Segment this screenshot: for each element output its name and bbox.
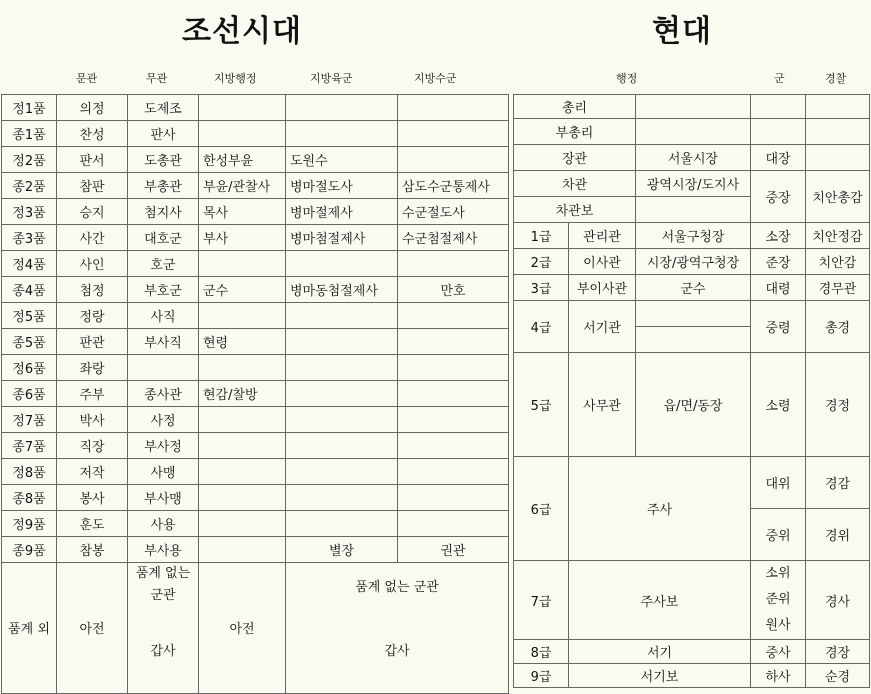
civil-cell: 판서: [57, 147, 128, 173]
civil-cell: 사간: [57, 225, 128, 251]
local-admin-cell: 현감/찰방: [199, 381, 286, 407]
local-navy-cell: [398, 95, 509, 121]
local-army-cell: [286, 121, 398, 147]
local-admin-cell: [199, 485, 286, 511]
military-cell: [128, 355, 199, 381]
mil-cell: 소령: [751, 353, 806, 457]
joseon-row: [2, 537, 509, 563]
civil-cell: 참판: [57, 173, 128, 199]
local-admin-cell: [199, 303, 286, 329]
pol-cell: 치안감: [806, 249, 870, 275]
modern-admin-vice: 차관: [514, 171, 636, 197]
rank-cell: 정1품: [2, 95, 57, 121]
title-cell: 서기보: [569, 664, 751, 688]
local-army-cell: 병마절도사: [286, 173, 398, 199]
local-army-cell: 도원수: [286, 147, 398, 173]
civil-cell: 주부: [57, 381, 128, 407]
joseon-row: [2, 199, 509, 225]
rank-cell: 정2품: [2, 147, 57, 173]
joseon-row: [2, 485, 509, 511]
civil-cell: 찬성: [57, 121, 128, 147]
modern-seoul-mayor: 서울시장: [636, 145, 751, 171]
local-admin-cell: [199, 251, 286, 277]
modern-mil-lt-general: 중장: [751, 171, 806, 223]
modern-row-g8: [514, 640, 870, 664]
joseon-row: [2, 277, 509, 303]
joseon-extra-body: [2, 563, 509, 694]
civil-cell: 훈도: [57, 511, 128, 537]
joseon-row: [2, 225, 509, 251]
military-cell-extra-top: 품계 없는 군관: [128, 563, 199, 608]
local-admin-cell: [199, 537, 286, 563]
military-cell: 부호군: [128, 277, 199, 303]
local-admin-cell-extra: 아전: [199, 563, 286, 694]
rank-cell: 종7품: [2, 433, 57, 459]
military-cell: 사맹: [128, 459, 199, 485]
modern-row-g6a: [514, 457, 870, 509]
local-navy-cell: 수군절도사: [398, 199, 509, 225]
mil-cell: 준장: [751, 249, 806, 275]
header-local-admin: 지방행정: [214, 72, 257, 85]
rank-cell: 종5품: [2, 329, 57, 355]
rank-cell-extra: 품계 외: [2, 563, 57, 694]
local-army-cell: [286, 511, 398, 537]
mil-warrant: 준위: [765, 592, 791, 607]
mil-cell-stack: [751, 561, 806, 640]
civil-cell: 참봉: [57, 537, 128, 563]
local-admin-cell: [199, 433, 286, 459]
joseon-row: [2, 147, 509, 173]
joseon-table: [1, 94, 509, 694]
military-cell: 도총관: [128, 147, 199, 173]
mil-cell: 대령: [751, 275, 806, 301]
local-army-cell: [286, 355, 398, 381]
local-admin-cell: [199, 121, 286, 147]
local-cell: 서울구청장: [636, 223, 751, 249]
military-cell: 종사관: [128, 381, 199, 407]
military-cell-extra-bottom: 갑사: [128, 607, 199, 693]
local-admin-cell: [199, 511, 286, 537]
local-cell-extra-top: 품계 없는 군관: [286, 563, 509, 608]
military-cell: 부사용: [128, 537, 199, 563]
local-navy-cell: [398, 485, 509, 511]
grade-cell: 9급: [514, 664, 569, 688]
local-admin-cell: [199, 407, 286, 433]
local-admin-cell: [199, 95, 286, 121]
civil-cell: 첨정: [57, 277, 128, 303]
joseon-table-body: [2, 95, 509, 563]
joseon-row: [2, 355, 509, 381]
mil-cell: 중사: [751, 640, 806, 664]
header-civil: 문관: [76, 72, 98, 85]
local-admin-cell: [199, 355, 286, 381]
military-cell: 사정: [128, 407, 199, 433]
pol-cell: 경사: [806, 561, 870, 640]
rank-cell: 종6품: [2, 381, 57, 407]
rank-cell: 종3품: [2, 225, 57, 251]
rank-cell: 종4품: [2, 277, 57, 303]
local-cell: 읍/면/동장: [636, 353, 751, 457]
pol-cell: 경장: [806, 640, 870, 664]
joseon-title: 조선시대: [182, 14, 302, 49]
modern-row-g4a: [514, 301, 870, 327]
pol-cell-lt: 경위: [806, 509, 870, 561]
modern-row-g3: [514, 275, 870, 301]
civil-cell-extra: 아전: [57, 563, 128, 694]
rank-cell: 정9품: [2, 511, 57, 537]
local-cell: 시장/광역구청장: [636, 249, 751, 275]
rank-cell: 정6품: [2, 355, 57, 381]
military-cell: 도제조: [128, 95, 199, 121]
joseon-row: [2, 251, 509, 277]
military-cell: 부총관: [128, 173, 199, 199]
modern-pol-commissioner: 치안총감: [806, 171, 870, 223]
joseon-row: [2, 95, 509, 121]
local-army-cell: 병마동첨절제사: [286, 277, 398, 303]
local-cell: 군수: [636, 275, 751, 301]
local-army-cell: [286, 251, 398, 277]
joseon-row: [2, 381, 509, 407]
local-navy-cell: [398, 459, 509, 485]
local-navy-cell: [398, 251, 509, 277]
mil-cell-lt: 중위: [751, 509, 806, 561]
civil-cell: 정랑: [57, 303, 128, 329]
military-cell: 첨지사: [128, 199, 199, 225]
grade-cell: 5급: [514, 353, 569, 457]
joseon-row: [2, 303, 509, 329]
local-navy-cell: [398, 433, 509, 459]
local-navy-cell: 만호: [398, 277, 509, 303]
military-cell: 판사: [128, 121, 199, 147]
grade-cell: 6급: [514, 457, 569, 561]
grade-cell: 2급: [514, 249, 569, 275]
joseon-row: [2, 459, 509, 485]
civil-cell: 의정: [57, 95, 128, 121]
civil-cell: 저작: [57, 459, 128, 485]
civil-cell: 좌랑: [57, 355, 128, 381]
header-admin: 행정: [616, 72, 638, 85]
local-army-cell: 병마첨절제사: [286, 225, 398, 251]
mil-cell: 하사: [751, 664, 806, 688]
local-admin-cell: 목사: [199, 199, 286, 225]
military-cell: 부사정: [128, 433, 199, 459]
grade-cell: 1급: [514, 223, 569, 249]
joseon-extra-row-top: [2, 563, 509, 608]
title-cell: 관리관: [569, 223, 636, 249]
local-navy-cell: [398, 511, 509, 537]
modern-row-g2: [514, 249, 870, 275]
local-navy-cell: 수군첨절제사: [398, 225, 509, 251]
title-cell: 사무관: [569, 353, 636, 457]
grade-cell: 4급: [514, 301, 569, 353]
civil-cell: 판관: [57, 329, 128, 355]
local-navy-cell: [398, 303, 509, 329]
military-cell: 부사직: [128, 329, 199, 355]
rank-cell: 정4품: [2, 251, 57, 277]
rank-cell: 종2품: [2, 173, 57, 199]
modern-admin-minister: 장관: [514, 145, 636, 171]
modern-admin-dpm: 부총리: [514, 119, 636, 145]
rank-cell: 정3품: [2, 199, 57, 225]
rank-cell: 정7품: [2, 407, 57, 433]
local-army-cell: [286, 95, 398, 121]
mil-second-lt: 소위: [765, 566, 791, 581]
civil-cell: 박사: [57, 407, 128, 433]
modern-row-2: [514, 119, 870, 145]
title-cell: 서기: [569, 640, 751, 664]
local-navy-cell: [398, 381, 509, 407]
local-admin-cell: [199, 459, 286, 485]
modern-admin-asst: 차관보: [514, 197, 636, 223]
local-admin-cell: 현령: [199, 329, 286, 355]
modern-row-g5: [514, 353, 870, 457]
mil-cell: 중령: [751, 301, 806, 353]
local-admin-cell: 부사: [199, 225, 286, 251]
rank-cell: 정5품: [2, 303, 57, 329]
rank-cell: 종8품: [2, 485, 57, 511]
modern-city-mayor: 광역시장/도지사: [636, 171, 751, 197]
joseon-row: [2, 433, 509, 459]
local-navy-cell: [398, 329, 509, 355]
modern-mil-general: 대장: [751, 145, 806, 171]
rank-cell: 종9품: [2, 537, 57, 563]
joseon-row: [2, 329, 509, 355]
title-cell: 주사보: [569, 561, 751, 640]
modern-table: [513, 94, 870, 688]
local-cell-extra-bottom: 갑사: [286, 607, 509, 693]
modern-row-3: [514, 145, 870, 171]
military-cell: 사용: [128, 511, 199, 537]
civil-cell: 봉사: [57, 485, 128, 511]
local-admin-cell: 한성부윤: [199, 147, 286, 173]
local-navy-cell: [398, 121, 509, 147]
joseon-row: [2, 407, 509, 433]
mil-master-sgt: 원사: [765, 618, 791, 633]
modern-table-body: [514, 95, 870, 688]
mil-cell: 소장: [751, 223, 806, 249]
modern-title: 현대: [652, 14, 712, 49]
title-cell: 서기관: [569, 301, 636, 353]
local-army-cell: [286, 407, 398, 433]
pol-cell: 경정: [806, 353, 870, 457]
mil-cell-captain: 대위: [751, 457, 806, 509]
header-mil: 군: [774, 72, 785, 85]
grade-cell: 8급: [514, 640, 569, 664]
military-cell: 대호군: [128, 225, 199, 251]
local-army-cell: [286, 485, 398, 511]
military-cell: 사직: [128, 303, 199, 329]
joseon-row: [2, 121, 509, 147]
local-navy-cell: [398, 147, 509, 173]
military-cell: 부사맹: [128, 485, 199, 511]
local-navy-cell: [398, 355, 509, 381]
local-army-cell: 병마절제사: [286, 199, 398, 225]
title-cell: 주사: [569, 457, 751, 561]
pol-cell-inspector: 경감: [806, 457, 870, 509]
title-cell: 부이사관: [569, 275, 636, 301]
local-army-cell: [286, 459, 398, 485]
local-admin-cell: 군수: [199, 277, 286, 303]
grade-cell: 3급: [514, 275, 569, 301]
local-army-cell: [286, 329, 398, 355]
local-army-cell: [286, 433, 398, 459]
joseon-row: [2, 511, 509, 537]
civil-cell: 승지: [57, 199, 128, 225]
header-military: 무관: [146, 72, 168, 85]
joseon-row: [2, 173, 509, 199]
rank-cell: 정8품: [2, 459, 57, 485]
modern-row-4: [514, 171, 870, 197]
military-cell: 호군: [128, 251, 199, 277]
title-cell: 이사관: [569, 249, 636, 275]
local-army-cell: [286, 303, 398, 329]
header-police: 경찰: [825, 72, 847, 85]
pol-cell: 총경: [806, 301, 870, 353]
grade-cell: 7급: [514, 561, 569, 640]
header-local-army: 지방육군: [310, 72, 353, 85]
pol-cell: 순경: [806, 664, 870, 688]
local-army-cell: 별장: [286, 537, 398, 563]
local-navy-cell: 권관: [398, 537, 509, 563]
civil-cell: 사인: [57, 251, 128, 277]
local-army-cell: [286, 381, 398, 407]
pol-cell: 치안정감: [806, 223, 870, 249]
local-admin-cell: 부윤/관찰사: [199, 173, 286, 199]
local-navy-cell: [398, 407, 509, 433]
modern-row-g1: [514, 223, 870, 249]
modern-admin-pm: 총리: [514, 95, 636, 119]
header-local-navy: 지방수군: [414, 72, 457, 85]
civil-cell: 직장: [57, 433, 128, 459]
pol-cell: 경무관: [806, 275, 870, 301]
modern-row-g7: [514, 561, 870, 640]
rank-cell: 종1품: [2, 121, 57, 147]
modern-row-1: [514, 95, 870, 119]
local-navy-cell: 삼도수군통제사: [398, 173, 509, 199]
